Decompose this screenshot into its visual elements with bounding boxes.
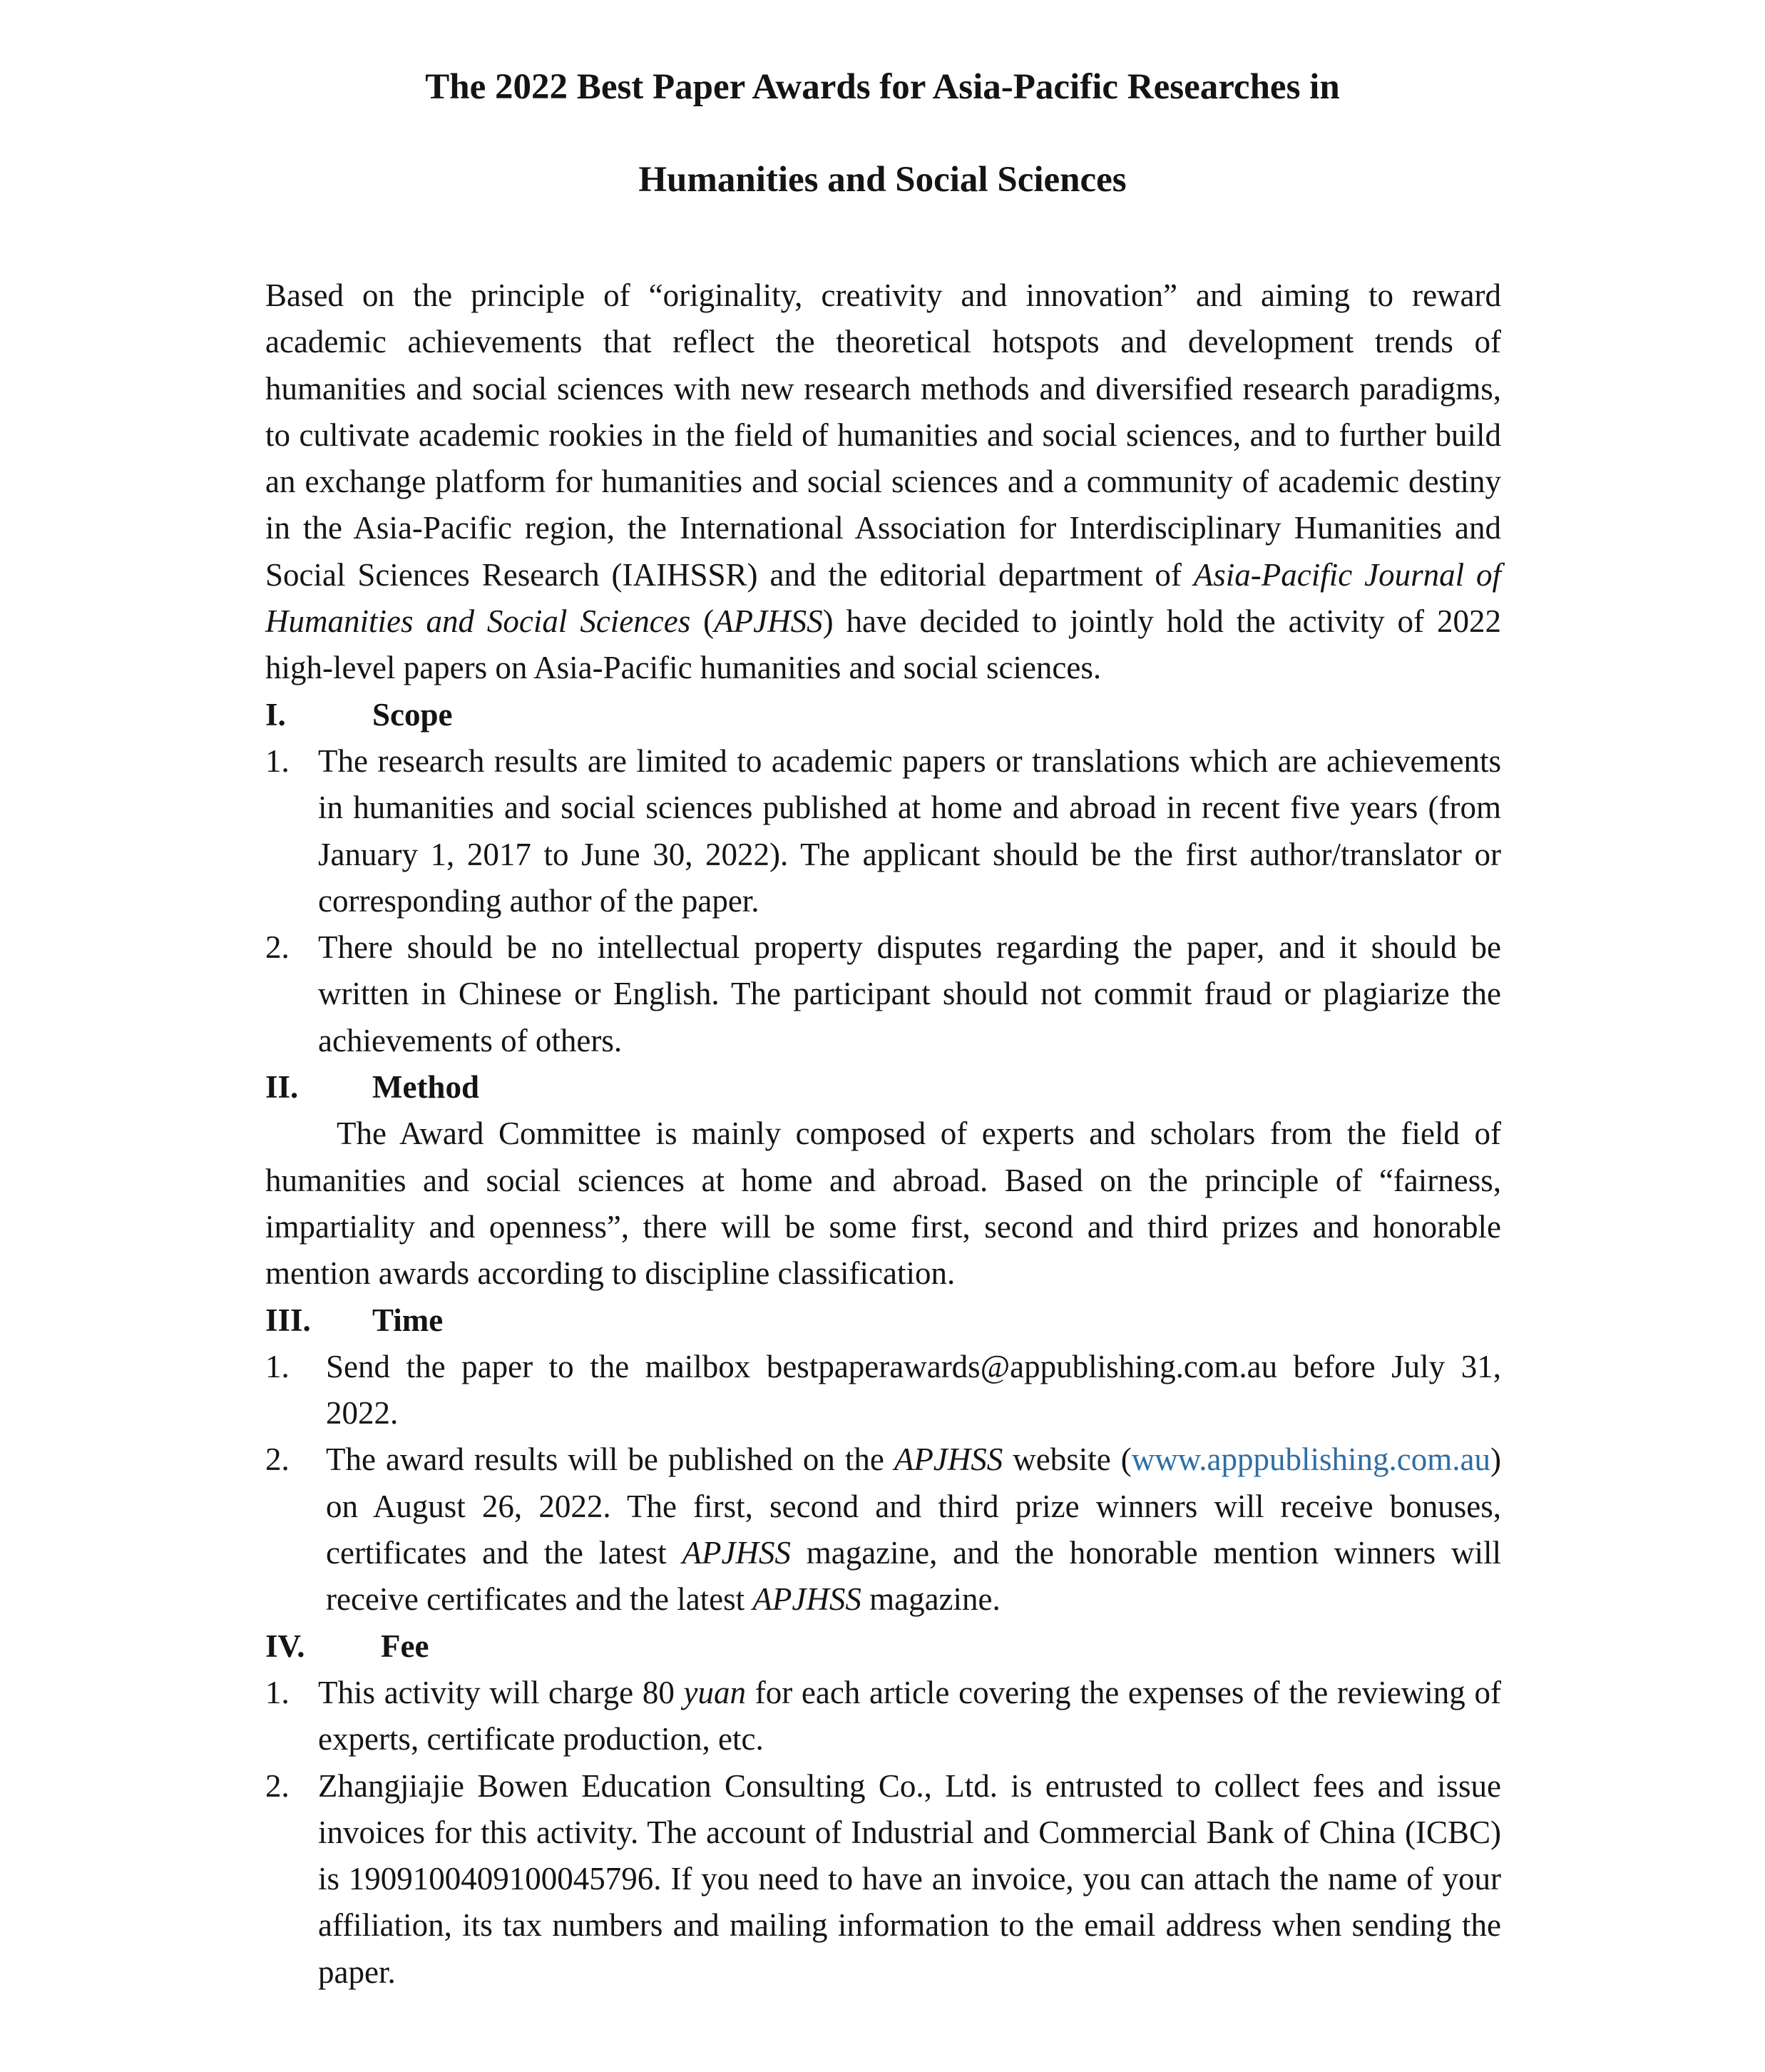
- list-item-text: Send the paper to the mailbox bestpaperawards@appublishing.com.au before July 31, 2022.: [326, 1348, 1501, 1431]
- list-item-number: 1.: [265, 1674, 290, 1710]
- journal-abbr: APJHSS: [714, 603, 823, 640]
- journal-name: Asia-Pacific Journal of Humanities and Social Sciences: [265, 556, 1501, 640]
- list-item: [265, 1436, 1501, 1623]
- text-span: magazine, and the honorable mention winners will receive certificates and the latest: [326, 1535, 1501, 1618]
- intro-paragraph: [265, 272, 1501, 692]
- list-item: [265, 1670, 1501, 1763]
- list-item: [265, 924, 1501, 1064]
- intro-text-2: (: [690, 603, 715, 640]
- intro-text-1: Based on the principle of “originality, creativity and innovation” and aiming to reward academic achievements that reflect the theoretical hotspots and development trends of humanities and social sciences with new research methods and diversified research paradigms, to cultivate academic rookies in the field of humanities and social sciences, and to further build an exchange platform for humanities and social sciences and a community of academic destiny in the Asia-Pacific region, the International Association for Interdisciplinary Humanities and Social Sciences Research (IAIHSSR) and the editorial department of: [265, 277, 1501, 593]
- section-heading-time: [265, 1297, 1501, 1344]
- list-item-number: 2.: [265, 1441, 290, 1478]
- list-item-text: Zhangjiajie Bowen Education Consulting Co., Ltd. is entrusted to collect fees and issue invoices for this activity. The account of Industrial and Commercial Bank of China (ICBC) is 1909100409100045796. If you need to have an invoice, you can attach the name of your affiliation, its tax numbers and mailing information to the email address when sending the paper.: [318, 1767, 1501, 1990]
- method-paragraph: The Award Committee is mainly composed of experts and scholars from the field of humanities and social sciences at home and abroad. Based on the principle of “fairness, impartiality and openness”, there will be some first, second and third prizes and honorable mention awards according to discipline classification.: [265, 1116, 1501, 1292]
- list-item-text: [326, 1436, 1501, 1623]
- text-span: The award results will be published on the: [326, 1441, 894, 1478]
- text-span: magazine.: [861, 1581, 1001, 1618]
- list-item-number: 1.: [265, 742, 290, 779]
- journal-abbr: APJHSS: [752, 1581, 861, 1618]
- title-line-2: Humanities and Social Sciences: [638, 160, 1127, 200]
- list-item-number: 2.: [265, 1767, 290, 1804]
- text-span: for each article covering the expenses of the reviewing of experts, certificate production, etc.: [318, 1674, 1501, 1757]
- intro-text-3: ) have decided to jointly hold the activity of 2022 high-level papers on Asia-Pacific humanities and social sciences.: [265, 603, 1501, 686]
- list-item: [265, 1344, 1501, 1437]
- section-title: Method: [372, 1069, 479, 1106]
- section-heading-method: [265, 1064, 1501, 1111]
- journal-abbr: APJHSS: [894, 1441, 1003, 1478]
- section-heading-scope: [265, 692, 1501, 738]
- website-link[interactable]: www.apppublishing.com.au: [1131, 1441, 1490, 1478]
- section-number: I.: [265, 696, 286, 733]
- list-item-text: The research results are limited to academic papers or translations which are achievements in humanities and social sciences published at home and abroad in recent five years (from January 1, 2017 to June 30, 2022). The applicant should be the first author/translator or corresponding author of the paper.: [318, 742, 1501, 919]
- document-body: [265, 272, 1501, 1996]
- list-item: [265, 1763, 1501, 1996]
- list-item-number: 2.: [265, 929, 290, 966]
- list-item-number: 1.: [265, 1348, 290, 1384]
- list-item: [265, 738, 1501, 924]
- section-number: III.: [265, 1302, 311, 1338]
- text-span: website (: [1003, 1441, 1132, 1478]
- section-title: Fee: [381, 1628, 429, 1664]
- section-number: II.: [265, 1069, 299, 1106]
- title-line-1: The 2022 Best Paper Awards for Asia-Pacific Researches in: [425, 67, 1340, 107]
- section-heading-fee: [265, 1623, 1501, 1670]
- currency-unit: yuan: [683, 1674, 747, 1710]
- section-number: IV.: [265, 1628, 305, 1664]
- section-title: Scope: [372, 696, 453, 733]
- journal-abbr: APJHSS: [682, 1535, 791, 1571]
- list-item-text: There should be no intellectual property disputes regarding the paper, and it should be written in Chinese or English. The participant should not commit fraud or plagiarize the achievements of others.: [318, 929, 1501, 1058]
- text-span: This activity will charge 80: [318, 1674, 684, 1710]
- section-title: Time: [372, 1302, 444, 1338]
- text-span: ) on August 26, 2022. The first, second and third prize winners will receive bonuses, certificates and the latest: [326, 1441, 1501, 1571]
- list-item-text: [318, 1670, 1501, 1763]
